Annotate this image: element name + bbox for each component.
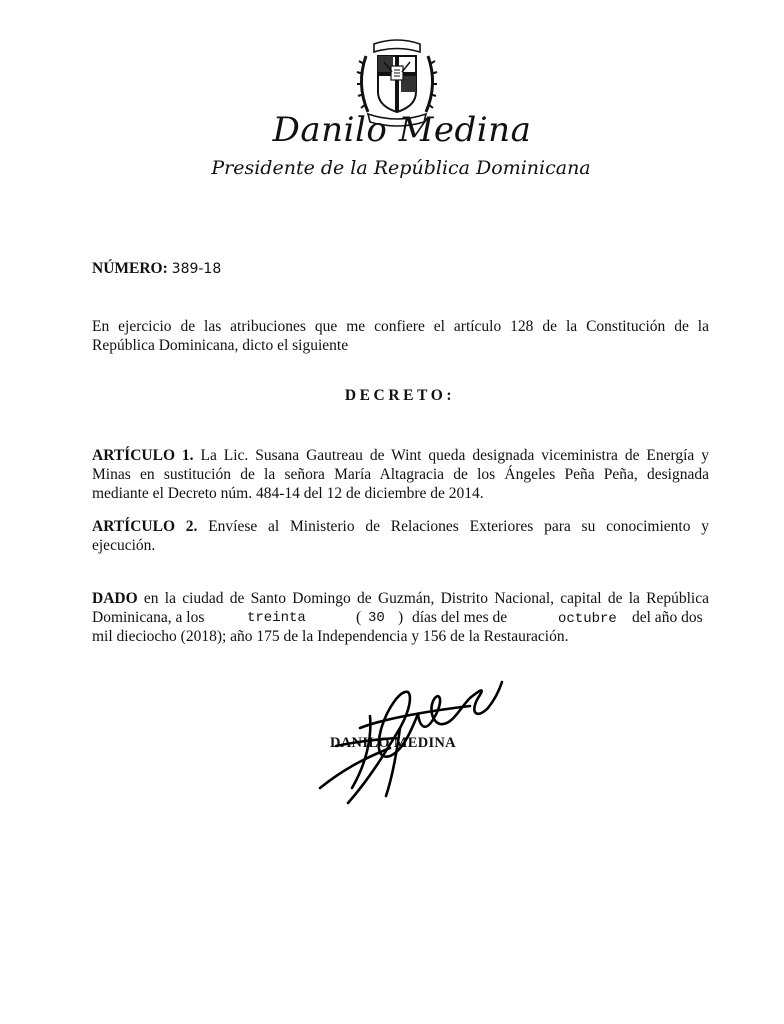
dado-line-1 — [92, 589, 709, 608]
dado-text-1: en la ciudad de Santo Domingo de Guzmán, Distrito Nacional, capital de la República — [143, 590, 709, 607]
day-close-paren: ) — [398, 609, 404, 626]
article-1-text-1: La Lic. Susana Gautreau de Wint queda designada viceministra de Energía y — [200, 447, 709, 464]
article-1-line-2: Minas en sustitución de la señora María Altagracia de los Ángeles Peña Peña, designada — [92, 466, 709, 483]
day-open-paren: ( — [356, 609, 362, 626]
intro-line-1: En ejercicio de las atribuciones que me confiere el artículo 128 de la Constitución de la — [92, 318, 709, 335]
dado-line-2-a: Dominicana, a los — [92, 609, 205, 626]
decree-heading: DECRETO: — [344, 387, 456, 404]
article-2-label: ARTÍCULO 2. — [92, 518, 198, 535]
dado-line-2-b: días del mes de — [412, 609, 508, 626]
article-2-line-2: ejecución. — [92, 537, 156, 554]
article-1-line-1 — [92, 446, 709, 465]
header-president-title: Presidente de la República Dominicana — [211, 157, 591, 179]
dado-paragraph — [92, 589, 709, 646]
intro-paragraph — [92, 317, 709, 355]
dado-label: DADO — [92, 590, 138, 607]
article-2 — [92, 517, 709, 555]
decree-number-value: 389-18 — [171, 261, 222, 277]
day-in-words: treinta — [247, 610, 306, 626]
intro-line-2: República Dominicana, dicto el siguiente — [92, 337, 349, 354]
article-2-text-1: Envíese al Ministerio de Relaciones Exteriores para su conocimiento y — [208, 518, 709, 535]
decree-number — [92, 260, 221, 278]
article-1-line-3: mediante el Decreto núm. 484-14 del 12 de diciembre de 2014. — [92, 485, 484, 502]
article-1 — [92, 446, 709, 503]
article-2-line-1 — [92, 517, 709, 536]
dado-line-2 — [92, 608, 709, 627]
handwritten-signature — [300, 668, 520, 818]
day-number: 30 — [368, 610, 385, 626]
decree-number-label: NÚMERO: — [92, 260, 168, 277]
article-1-label: ARTÍCULO 1. — [92, 447, 194, 464]
dado-line-2-c: del año dos — [632, 609, 703, 626]
dado-line-3: mil dieciocho (2018); año 175 de la Independencia y 156 de la Restauración. — [92, 628, 569, 645]
header-president-name: Danilo Medina — [272, 110, 532, 150]
signatory-name: DANILO MEDINA — [330, 735, 456, 751]
month-name: octubre — [558, 611, 617, 627]
